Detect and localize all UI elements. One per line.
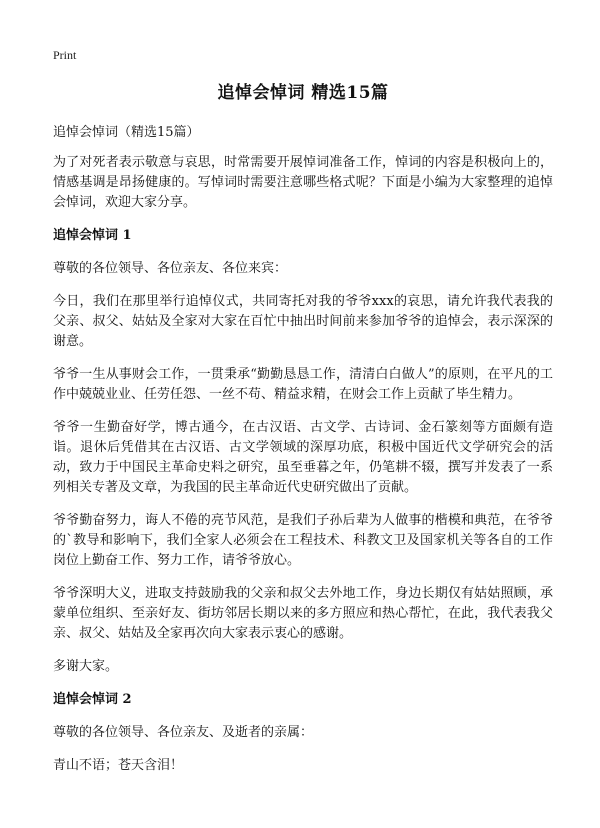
section-heading-2: 追悼会悼词 2: [53, 692, 132, 707]
section2-paragraph: 青山不语；苍天含泪！: [53, 758, 184, 773]
page-title: 追悼会悼词 精选15篇: [217, 83, 389, 103]
section1-paragraph: 爷爷深明大义，进取支持鼓励我的父亲和叔父去外地工作，身边长期仅有姑姑照顾，承蒙单位组织、至亲好友、街坊邻居长期以来的多方照应和热心帮忙，在此，我代表我父亲、叔父、姑姑及全家再次向大家表示衷心的感谢。: [53, 586, 553, 641]
section1-paragraph: 爷爷一生从事财会工作，一贯秉承“勤勤恳恳工作，清清白白做人”的原则，在平凡的工作中兢兢业业、任劳任怨、一丝不苟、精益求精，在财会工作上贡献了毕生精力。: [53, 367, 553, 402]
section1-greeting: 尊敬的各位领导、各位亲友、各位来宾：: [53, 261, 288, 276]
intro-paragraph: 为了对死者表示敬意与哀思，时常需要开展悼词准备工作，悼词的内容是积极向上的，情感基调是昂扬健康的。写悼词时需要注意哪些格式呢？下面是小编为大家整理的追悼会悼词，欢迎大家分享。: [53, 155, 553, 210]
section1-paragraph: 今日，我们在那里举行追悼仪式，共同寄托对我的爷爷xxx的哀思，请允许我代表我的父亲、叔父、姑姑及全家对大家在百忙中抽出时间前来参加爷爷的追悼会，表示深深的谢意。: [53, 294, 553, 349]
section2-greeting: 尊敬的各位领导、各位亲友、及逝者的亲属：: [53, 725, 314, 740]
section-heading-1: 追悼会悼词 1: [53, 228, 132, 243]
section1-closing: 多谢大家。: [53, 659, 119, 674]
print-link[interactable]: Print: [53, 48, 77, 62]
section1-paragraph: 爷爷一生勤奋好学，博古通今，在古汉语、古文学、古诗词、金石篆刻等方面颇有造诣。退休后凭借其在古汉语、古文学领域的深厚功底，积极中国近代文学研究会的活动，致力于中国民主革命史料之研究，虽至垂暮之年，仍笔耕不辍，撰写并发表了一系列相关专著及文章，为我国的民主革命近代史研究做出了贡献。: [53, 420, 553, 495]
document-subtitle: 追悼会悼词（精选15篇）: [53, 125, 200, 140]
document-body: [53, 78, 553, 789]
section1-paragraph: 爷爷勤奋努力，诲人不倦的亮节风范，是我们子孙后辈为人做事的楷模和典范，在爷爷的`教导和影响下，我们全家人必须会在工程技术、科教文卫及国家机关等各自的工作岗位上勤奋工作、努力工作，请爷爷放心。: [53, 513, 553, 568]
